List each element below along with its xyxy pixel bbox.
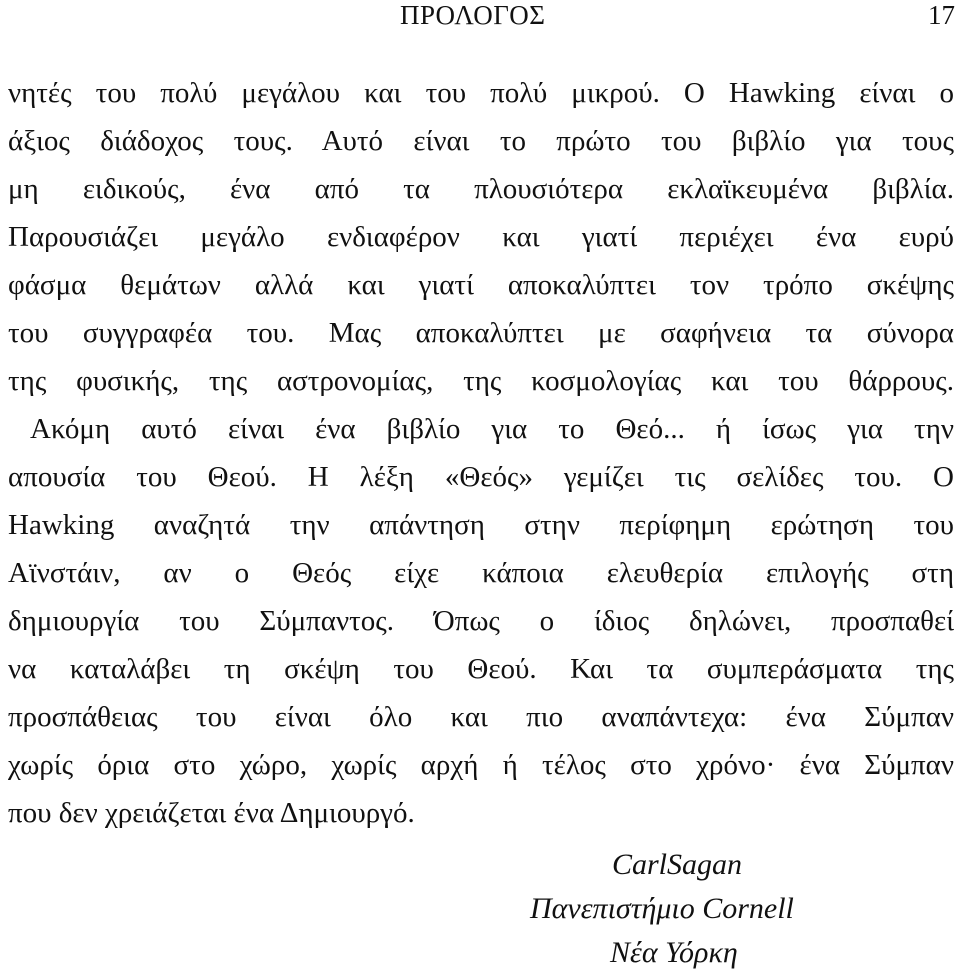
text-line: άξιος διάδοχος τους. Αυτό είναι το πρώτο του βιβλίο για τους <box>8 125 954 157</box>
author-affiliation: Πανεπιστήμιο Cornell <box>530 892 794 925</box>
page-number: 17 <box>928 0 955 30</box>
text-line: μη ειδικούς, ένα από τα πλουσιότερα εκλαϊκευμένα βιβλία. <box>8 173 954 205</box>
text-line: δημιουργία του Σύμπαντος. Όπως ο ίδιος δηλώνει, προσπαθεί <box>8 605 954 637</box>
text-line: του συγγραφέα του. Μας αποκαλύπτει με σαφήνεια τα σύνορα <box>8 317 954 349</box>
text-line: Ακόμη αυτό είναι ένα βιβλίο για το Θεό... ή ίσως για την <box>30 413 954 445</box>
text-line: προσπάθειας του είναι όλο και πιο αναπάντεχα: ένα Σύμπαν <box>8 701 954 733</box>
running-header <box>0 0 960 40</box>
text-line: Παρουσιάζει μεγάλο ενδιαφέρον και γιατί περιέχει ένα ευρύ <box>8 221 954 253</box>
chapter-title: ΠΡΟΛΟΓΟΣ <box>400 0 546 30</box>
signature-block <box>0 843 960 975</box>
author-name: CarlSagan <box>612 848 743 881</box>
text-line: φάσμα θεμάτων αλλά και γιατί αποκαλύπτει τον τρόπο σκέψης <box>8 269 954 301</box>
text-line: Hawking αναζητά την απάντηση στην περίφημη ερώτηση του <box>8 509 954 541</box>
text-line: της φυσικής, της αστρονομίας, της κοσμολογίας και του θάρρους. <box>8 365 954 397</box>
body-paragraph <box>8 69 954 837</box>
text-line: χωρίς όρια στο χώρο, χωρίς αρχή ή τέλος στο χρόνο· ένα Σύμπαν <box>8 749 954 781</box>
text-line: να καταλάβει τη σκέψη του Θεού. Και τα συμπεράσματα της <box>8 653 954 685</box>
text-line: Αϊνστάιν, αν ο Θεός είχε κάποια ελευθερία επιλογής στη <box>8 557 954 589</box>
author-city: Νέα Υόρκη <box>610 936 738 969</box>
text-line: νητές του πολύ μεγάλου και του πολύ μικρού. Ο Hawking είναι ο <box>8 77 954 109</box>
text-line: που δεν χρειάζεται ένα Δημιουργό. <box>8 797 415 829</box>
text-line: απουσία του Θεού. Η λέξη «Θεός» γεμίζει τις σελίδες του. Ο <box>8 461 954 493</box>
